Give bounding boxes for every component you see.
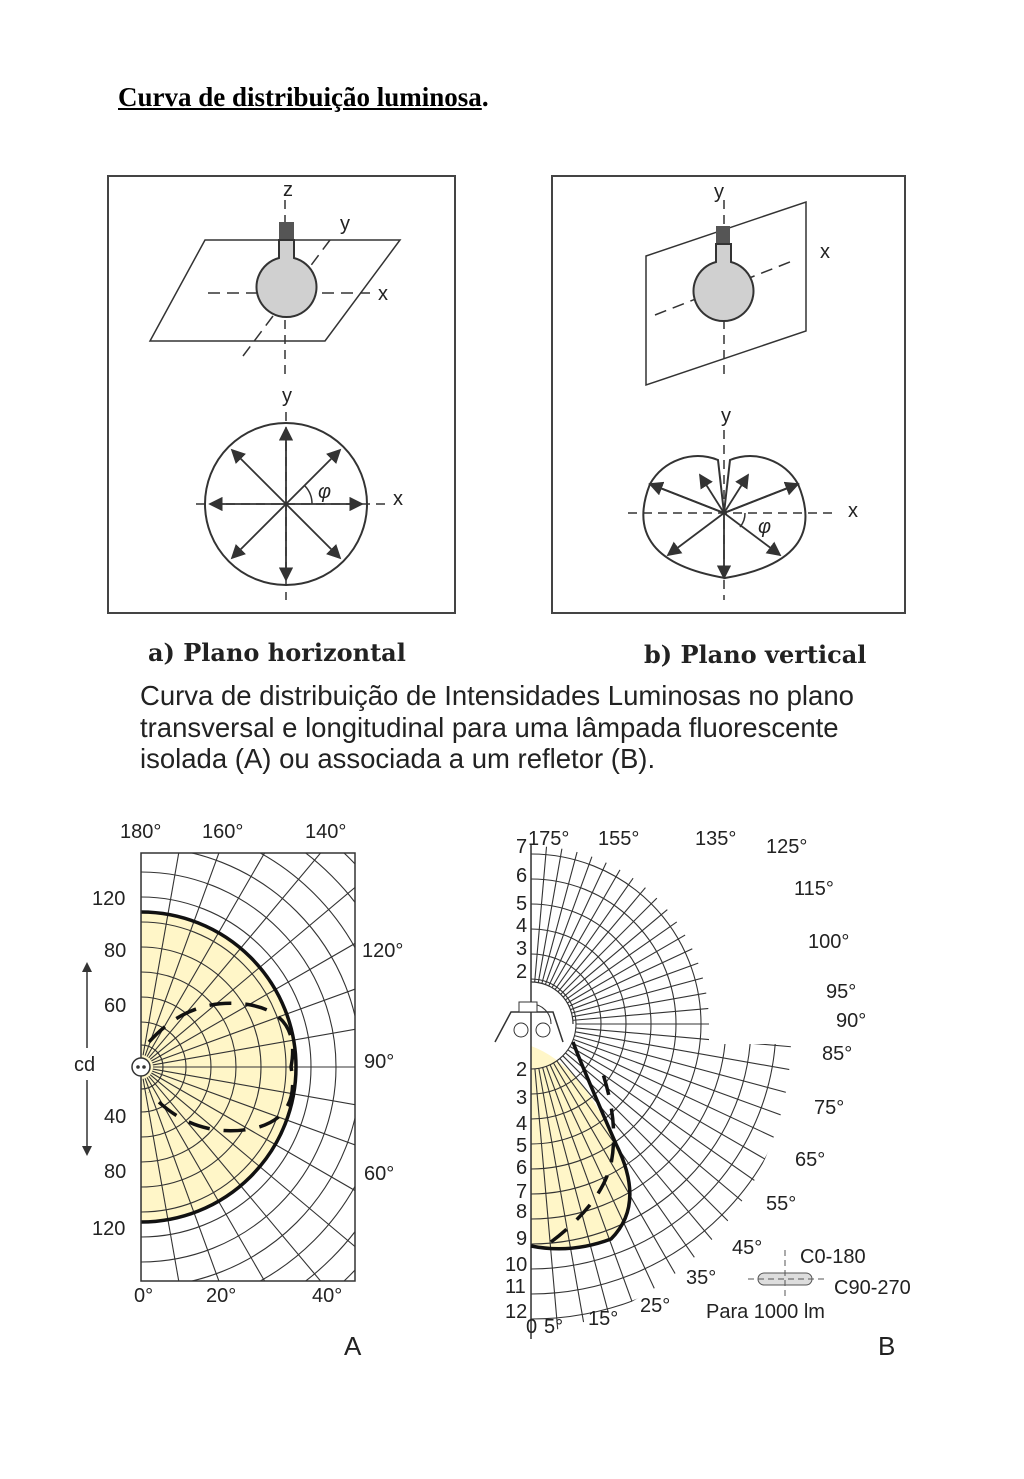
bulb-b-icon: [694, 244, 754, 321]
radial-label: 120: [92, 888, 126, 910]
angle-label: 100°: [808, 931, 850, 953]
angle-label: 90°: [836, 1010, 867, 1032]
axis-z-label: z: [283, 179, 293, 201]
angle-label: 65°: [795, 1149, 826, 1171]
radial-label: 60: [104, 995, 127, 1017]
grid-radial: [566, 864, 808, 1004]
grid-radial: [562, 818, 776, 998]
grid-radial: [554, 762, 715, 991]
angle-label: 160°: [202, 821, 244, 843]
radial-label: 4: [516, 915, 528, 937]
angle-label: 0°: [134, 1285, 154, 1307]
angle-label: 55°: [766, 1193, 797, 1215]
panel-b-caption: b) Plano vertical: [644, 640, 867, 669]
angle-label: 20°: [206, 1285, 237, 1307]
angle-label: 95°: [826, 981, 857, 1003]
radial-label: 6: [516, 865, 528, 887]
angle-label: 5°: [544, 1316, 564, 1338]
lamp-icon: [132, 1058, 150, 1076]
angle-label: 140°: [305, 821, 347, 843]
grid-radial: [564, 840, 793, 1001]
legend-c90: C90-270: [834, 1277, 911, 1299]
radial-label: 11: [505, 1276, 526, 1298]
angle-label: 155°: [598, 828, 640, 850]
angle-label: 75°: [814, 1097, 845, 1119]
legend-c0: C0-180: [800, 1246, 866, 1268]
radial-label: 2: [516, 961, 528, 983]
radial-label: 120: [92, 1218, 126, 1240]
grid-radial: [569, 915, 832, 1011]
bulb-base-icon: [279, 222, 294, 240]
angle-label: 35°: [686, 1267, 717, 1289]
angle-label: 45°: [732, 1237, 763, 1259]
radial-label: 3: [516, 1087, 528, 1109]
phi-label: φ: [318, 481, 332, 503]
figure-caption: Curva de distribuição de Intensidades Luminosas no plano transversal e longitudinal para uma lâmpada fluorescente isolada (A) ou associada a um refletor (B).: [140, 680, 854, 774]
radial-label: 9: [516, 1228, 528, 1250]
radial-label: 5: [516, 893, 528, 915]
panel-b-diagram: [552, 176, 905, 613]
angle-label: 0: [526, 1316, 538, 1338]
axis-x-bottom-label: x: [393, 488, 403, 510]
angle-label: 120°: [362, 940, 404, 962]
angle-label: 180°: [120, 821, 162, 843]
axis-b-x-bottom-label: x: [848, 500, 858, 522]
chart-a-letter: A: [344, 1331, 362, 1361]
angle-label: 115°: [794, 878, 834, 900]
radial-label: 8: [516, 1201, 528, 1223]
angle-label: 135°: [695, 828, 737, 850]
grid-radial: [557, 779, 737, 993]
grid-radial: [567, 889, 821, 1007]
radial-label: 40: [104, 1106, 127, 1128]
bulb-b-base-icon: [716, 226, 730, 244]
radial-label: 80: [104, 1161, 127, 1183]
axis-y-bottom-label: y: [282, 385, 292, 407]
grid-radial: [551, 747, 691, 989]
panel-a-diagram: [108, 176, 455, 613]
radial-label: 4: [516, 1113, 528, 1135]
legend-note: Para 1000 lm: [706, 1301, 825, 1323]
radial-label: 12: [505, 1301, 528, 1323]
polar-chart-b: [495, 704, 911, 1361]
radial-label: 2: [516, 1059, 528, 1081]
axis-b-y-bottom-label: y: [721, 405, 731, 427]
angle-label: 175°: [528, 828, 570, 850]
angle-label: 90°: [364, 1051, 395, 1073]
angle-label: 60°: [364, 1163, 395, 1185]
radial-label: 5: [516, 1135, 528, 1157]
unit-label: cd: [74, 1054, 96, 1076]
radial-label: 7: [516, 836, 528, 858]
axis-b-y-label: y: [714, 181, 724, 203]
panel-a-caption: a) Plano horizontal: [148, 638, 406, 667]
angle-label: 15°: [588, 1308, 619, 1330]
grid-radial: [570, 968, 846, 1017]
bulb-icon: [257, 240, 317, 317]
radial-label: 3: [516, 938, 528, 960]
radial-label: 80: [104, 940, 127, 962]
radial-label: 10: [505, 1254, 528, 1276]
polar-chart-a: [0, 747, 461, 1387]
angle-label: 85°: [822, 1043, 853, 1065]
angle-label: 125°: [766, 836, 808, 858]
angle-label: 40°: [312, 1285, 343, 1307]
page-heading: Curva de distribuição luminosa.: [118, 82, 489, 112]
radial-label: 6: [516, 1157, 528, 1179]
angle-label: 25°: [640, 1295, 671, 1317]
grid-radial: [574, 1036, 840, 1107]
grid-radial: [576, 1028, 850, 1052]
axis-x-label: x: [378, 283, 388, 305]
axis-b-x-label: x: [820, 241, 830, 263]
luminaire-icon: [495, 1012, 563, 1042]
chart-b-letter: B: [878, 1331, 896, 1361]
axis-y-label: y: [340, 213, 350, 235]
grid-radial: [571, 996, 850, 1020]
phi-b-label: φ: [758, 516, 772, 538]
grid-radial: [570, 941, 840, 1013]
radial-label: 7: [516, 1181, 528, 1203]
